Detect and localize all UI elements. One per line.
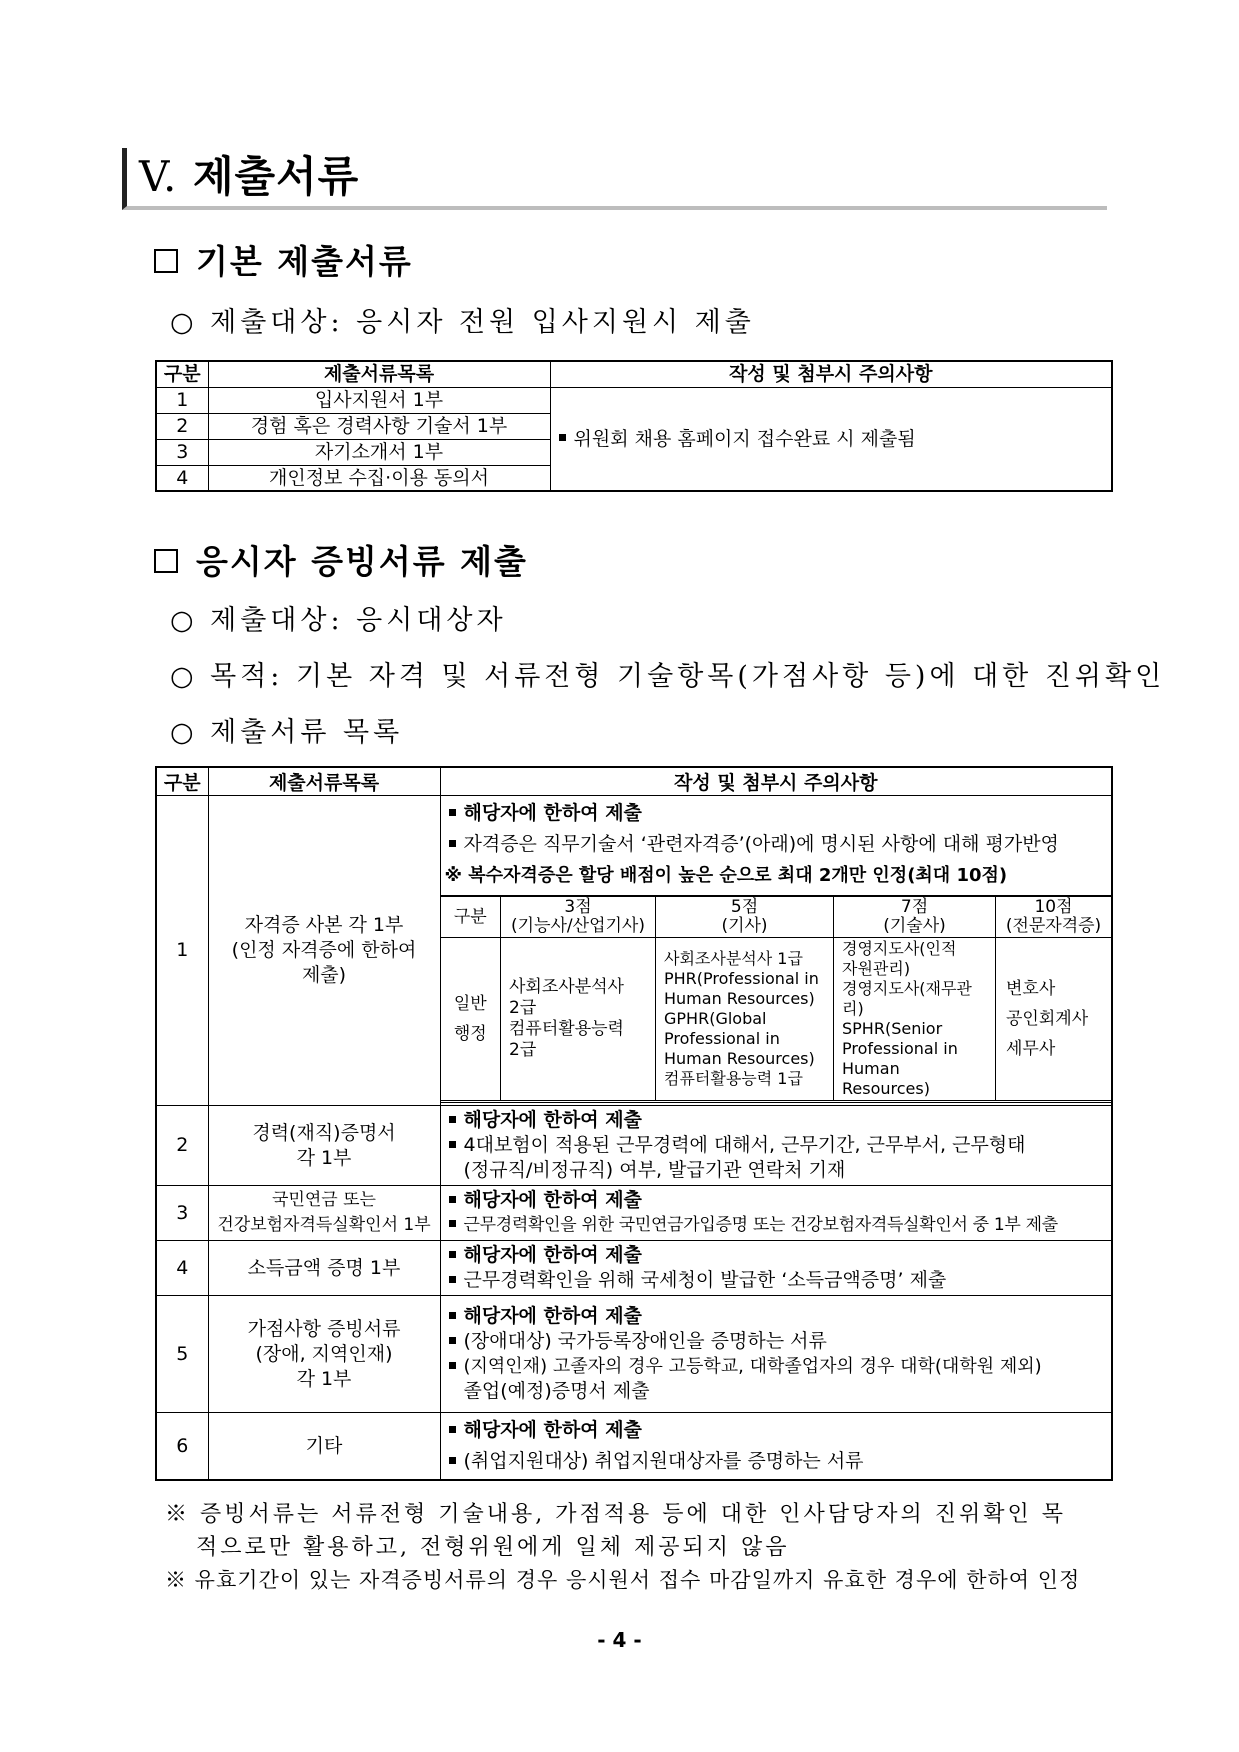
document-line: 자격증 사본 각 1부 — [244, 914, 404, 936]
document-name — [208, 796, 440, 1106]
table-row — [156, 1296, 1112, 1413]
document-name: 가점사항 증빙서류 (장애, 지역인재) 각 1부 — [208, 1296, 440, 1413]
score-5-certs: 사회조사분석사 1급 PHR(Professional in Human Resources) GPHR(Global Professional in Human Resources) 컴퓨터활용능력 1급 — [656, 938, 834, 1102]
note-line: 해당자에 한하여 제출 — [445, 798, 1108, 829]
inner-header-cell: 5점 (기사) — [656, 896, 834, 938]
basic-documents-table — [155, 360, 1113, 492]
note-line: ※ 복수자격증은 할당 배점이 높은 순으로 최대 2개만 인정(최대 10점) — [444, 865, 1008, 886]
row-number: 4 — [156, 1241, 208, 1296]
bullet-square-icon — [449, 1457, 456, 1464]
header-cell: 작성 및 첨부시 주의사항 — [440, 767, 1112, 796]
note-cell: 해당자에 한하여 제출 근무경력확인을 위한 국민연금가입증명 또는 건강보험자격득실확인서 중 1부 제출 — [440, 1186, 1112, 1241]
table-header-row — [156, 767, 1112, 796]
score-10-certs: 변호사 공인회계사 세무사 — [996, 938, 1112, 1102]
bullet-square-icon — [449, 1251, 456, 1258]
certificate-score-table — [441, 895, 1112, 1103]
document-name: 개인정보 수집·이용 동의서 — [208, 465, 550, 491]
note-text: 위원회 채용 홈페이지 접수완료 시 제출됨 — [573, 427, 916, 450]
table-row — [156, 1186, 1112, 1241]
bullet-square-icon — [449, 840, 456, 847]
section2-bullet: ○ 목적: 기본 자격 및 서류전형 기술항목(가점사항 등)에 대한 진위확인 — [170, 661, 1166, 692]
header-cell: 제출서류목록 — [208, 361, 550, 387]
bullet-square-icon — [449, 1362, 456, 1369]
footnote: 적으로만 활용하고, 전형위원에게 일체 제공되지 않음 — [196, 1535, 790, 1560]
section2-title — [154, 536, 528, 583]
footnote: ※ 증빙서류는 서류전형 기술내용, 가점적용 등에 대한 인사담당자의 진위확인 목 — [165, 1502, 1066, 1527]
table-row — [156, 1241, 1112, 1296]
section2-bullet: ○ 제출대상: 응시대상자 — [170, 605, 507, 636]
row-number: 1 — [156, 796, 208, 1106]
header-cell: 제출서류목록 — [208, 767, 440, 796]
document-name: 자기소개서 1부 — [208, 439, 550, 465]
document-name: 소득금액 증명 1부 — [208, 1241, 440, 1296]
row-label: 일반 행정 — [441, 938, 501, 1102]
inner-header-cell: 7점 (기술사) — [834, 896, 996, 938]
document-name: 경험 혹은 경력사항 기술서 1부 — [208, 413, 550, 439]
document-name: 국민연금 또는 건강보험자격득실확인서 1부 — [208, 1186, 440, 1241]
row-number: 2 — [156, 1106, 208, 1186]
inner-header-cell: 구분 — [441, 896, 501, 938]
header-cell: 구분 — [156, 361, 208, 387]
bullet-square-icon — [449, 1337, 456, 1344]
section1-title-text: 기본 제출서류 — [196, 242, 413, 281]
note-cell — [440, 796, 1112, 1106]
inner-header-row — [441, 896, 1112, 938]
heading-title: 제출서류 — [192, 152, 360, 201]
note-cell: 해당자에 한하여 제출 (장애대상) 국가등록장애인을 증명하는 서류 (지역인재) 고졸자의 경우 고등학교, 대학졸업자의 경우 대학(대학원 제외) 졸업(예정)증명서 제출 — [440, 1296, 1112, 1413]
row-number: 6 — [156, 1413, 208, 1481]
bullet-square-icon — [449, 1116, 456, 1123]
table-row — [156, 387, 1112, 413]
score-3-certs: 사회조사분석사 2급 컴퓨터활용능력 2급 — [501, 938, 656, 1102]
header-cell: 작성 및 첨부시 주의사항 — [550, 361, 1112, 387]
table-row — [156, 796, 1112, 1106]
row-number: 2 — [156, 413, 208, 439]
document-name: 입사지원서 1부 — [208, 387, 550, 413]
page-heading — [122, 148, 1107, 210]
bullet-square-icon — [449, 1141, 456, 1148]
evidence-documents-table — [155, 766, 1113, 1481]
bullet-square-icon — [449, 809, 456, 816]
row-number: 1 — [156, 387, 208, 413]
bullet-square-icon — [449, 1196, 456, 1203]
note-line: 자격증은 직무기술서 ‘관련자격증’(아래)에 명시된 사항에 대해 평가반영 — [445, 829, 1108, 860]
note-cell: 해당자에 한하여 제출 (취업지원대상) 취업지원대상자를 증명하는 서류 — [440, 1413, 1112, 1481]
score-7-certs: 경영지도사(인적 자원관리) 경영지도사(재무관리) SPHR(Senior Professional in Human Resources) — [834, 938, 996, 1102]
row-number: 3 — [156, 439, 208, 465]
note-cell — [550, 387, 1112, 491]
section1-title — [154, 236, 413, 283]
row-number: 5 — [156, 1296, 208, 1413]
row-number: 4 — [156, 465, 208, 491]
note-cell: 해당자에 한하여 제출 근무경력확인을 위해 국세청이 발급한 ‘소득금액증명’ 제출 — [440, 1241, 1112, 1296]
document-line: (인정 자격증에 한하여 — [231, 939, 417, 961]
bullet-square-icon — [559, 434, 566, 441]
section1-bullet: ○ 제출대상: 응시자 전원 입사지원시 제출 — [170, 307, 755, 338]
bullet-square-icon — [449, 1426, 456, 1433]
row-number: 3 — [156, 1186, 208, 1241]
footnote: ※ 유효기간이 있는 자격증빙서류의 경우 응시원서 접수 마감일까지 유효한 경우에 한하여 인정 — [165, 1568, 1081, 1592]
section2-title-text: 응시자 증빙서류 제출 — [196, 542, 528, 581]
document-line: 제출) — [301, 964, 347, 986]
checkbox-square-icon — [154, 549, 178, 573]
bullet-square-icon — [449, 1276, 456, 1283]
note-cell: 해당자에 한하여 제출 4대보험이 적용된 근무경력에 대해서, 근무기간, 근무부서, 근무형태 (정규직/비정규직) 여부, 발급기관 연락처 기재 — [440, 1106, 1112, 1186]
table-header-row — [156, 361, 1112, 387]
inner-header-cell: 3점 (기능사/산업기사) — [501, 896, 656, 938]
page-number: - 4 - — [597, 1628, 642, 1652]
table-row — [156, 1413, 1112, 1481]
heading-roman-numeral: V. — [139, 152, 178, 201]
document-name: 기타 — [208, 1413, 440, 1481]
checkbox-square-icon — [154, 249, 178, 273]
bullet-square-icon — [449, 1312, 456, 1319]
inner-row — [441, 938, 1112, 1102]
section2-bullet: ○ 제출서류 목록 — [170, 717, 404, 748]
table-row — [156, 1106, 1112, 1186]
document-name: 경력(재직)증명서 각 1부 — [208, 1106, 440, 1186]
inner-header-cell: 10점 (전문자격증) — [996, 896, 1112, 938]
header-cell: 구분 — [156, 767, 208, 796]
bullet-square-icon — [449, 1220, 456, 1227]
